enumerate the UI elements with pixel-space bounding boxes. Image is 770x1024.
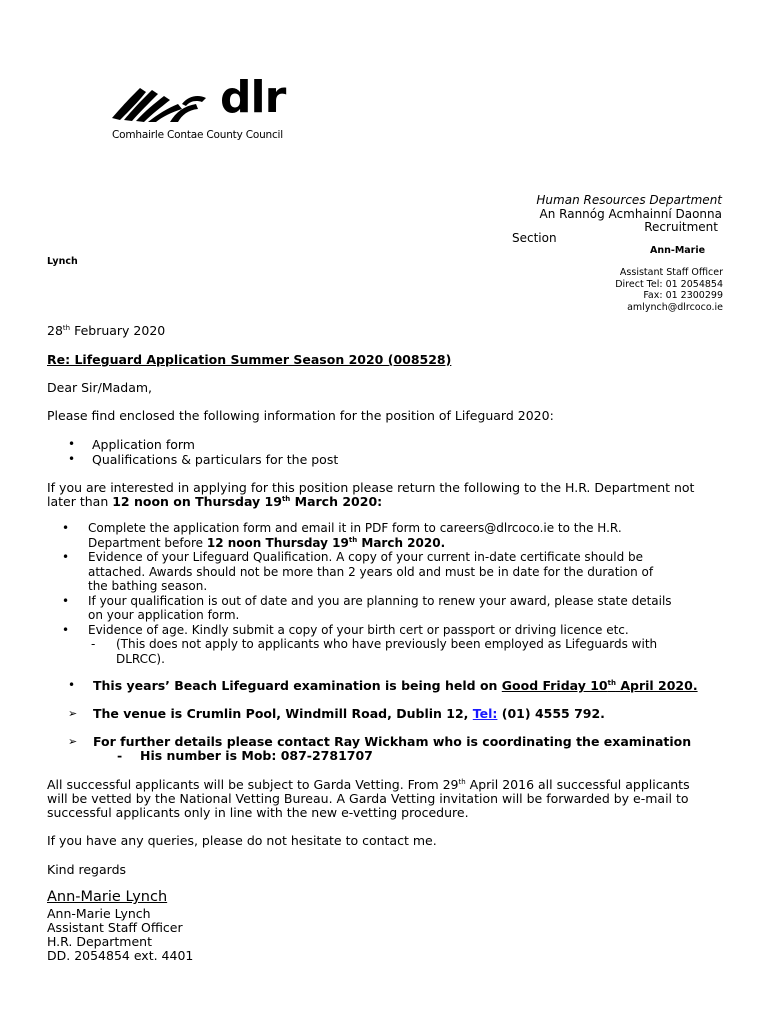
dlr-logo bbox=[110, 72, 290, 144]
sender-fax: Fax: 01 2300299 bbox=[643, 290, 723, 301]
signature: Ann-Marie Lynch bbox=[47, 889, 168, 905]
vetting-line1: All successful applicants will be subject to Garda Vetting. From 29th April 2016 all successful applicants bbox=[47, 777, 690, 792]
signatory-department: H.R. Department bbox=[47, 934, 152, 949]
requirement-item: • Complete the application form and email it in PDF form to careers@dlrcoco.ie to the H.R. Department before 12 noon Thursday 19th March 2020. bbox=[62, 521, 622, 550]
requirements-list bbox=[62, 521, 742, 666]
vetting-line2: will be vetted by the National Vetting Bureau. A Garda Vetting invitation will be forwarded by e-mail to bbox=[47, 791, 689, 806]
closing: Kind regards bbox=[47, 862, 127, 877]
subject-line: Re: Lifeguard Application Summer Season 2020 (008528) bbox=[47, 352, 452, 367]
requirement-item: • Evidence of your Lifeguard Qualification. A copy of your current in-date certificate should be attached. Awards should not be more than 2 years old and must be in date for the duration of the bathing season. bbox=[62, 550, 654, 593]
letter-date: 28th February 2020 bbox=[47, 323, 166, 338]
mobile-notice: - His number is Mob: 087-2781707 bbox=[117, 748, 373, 763]
sender-email: amlynch@dlrcoco.ie bbox=[627, 302, 723, 313]
hr-department-irish: An Rannóg Acmhainní Daonna bbox=[539, 207, 722, 221]
dlr-brand-text: dlr bbox=[220, 72, 286, 123]
requirement-subitem: - (This does not apply to applicants who have previously been employed as Lifeguards with DLRCC). bbox=[91, 637, 658, 666]
logo-subtitle: Comhairle Contae County Council bbox=[112, 129, 283, 141]
section-label: Section bbox=[512, 231, 557, 245]
dlr-wave-mark bbox=[110, 82, 220, 124]
signatory-name: Ann-Marie Lynch bbox=[47, 906, 151, 921]
greeting: Dear Sir/Madam, bbox=[47, 380, 153, 395]
signatory-phone: DD. 2054854 ext. 4401 bbox=[47, 948, 194, 963]
intro-paragraph: Please find enclosed the following information for the position of Lifeguard 2020: bbox=[47, 408, 554, 423]
requirement-item: • Evidence of age. Kindly submit a copy of your birth cert or passport or driving licence etc. bbox=[62, 622, 629, 637]
hr-department: Human Resources Department bbox=[536, 193, 722, 207]
sender-first-name: Ann-Marie bbox=[650, 245, 706, 256]
return-paragraph-line1: If you are interested in applying for this position please return the following to the H.R. Department not bbox=[47, 480, 695, 495]
signatory-title: Assistant Staff Officer bbox=[47, 920, 183, 935]
return-paragraph-line2: later than 12 noon on Thursday 19th March 2020: bbox=[47, 494, 383, 509]
recruitment-label: Recruitment bbox=[644, 220, 718, 234]
queries-paragraph: If you have any queries, please do not hesitate to contact me. bbox=[47, 833, 437, 848]
sender-title: Assistant Staff Officer bbox=[619, 267, 723, 278]
venue-tel-link[interactable]: Tel: bbox=[472, 706, 498, 721]
vetting-line3: successful applicants only in line with the new e-vetting procedure. bbox=[47, 805, 469, 820]
requirement-item: • If your qualification is out of date and you are planning to renew your award, please state details on your application form. bbox=[62, 593, 672, 622]
sender-last-name: Lynch bbox=[47, 256, 78, 267]
sender-tel: Direct Tel: 01 2054854 bbox=[615, 279, 723, 290]
